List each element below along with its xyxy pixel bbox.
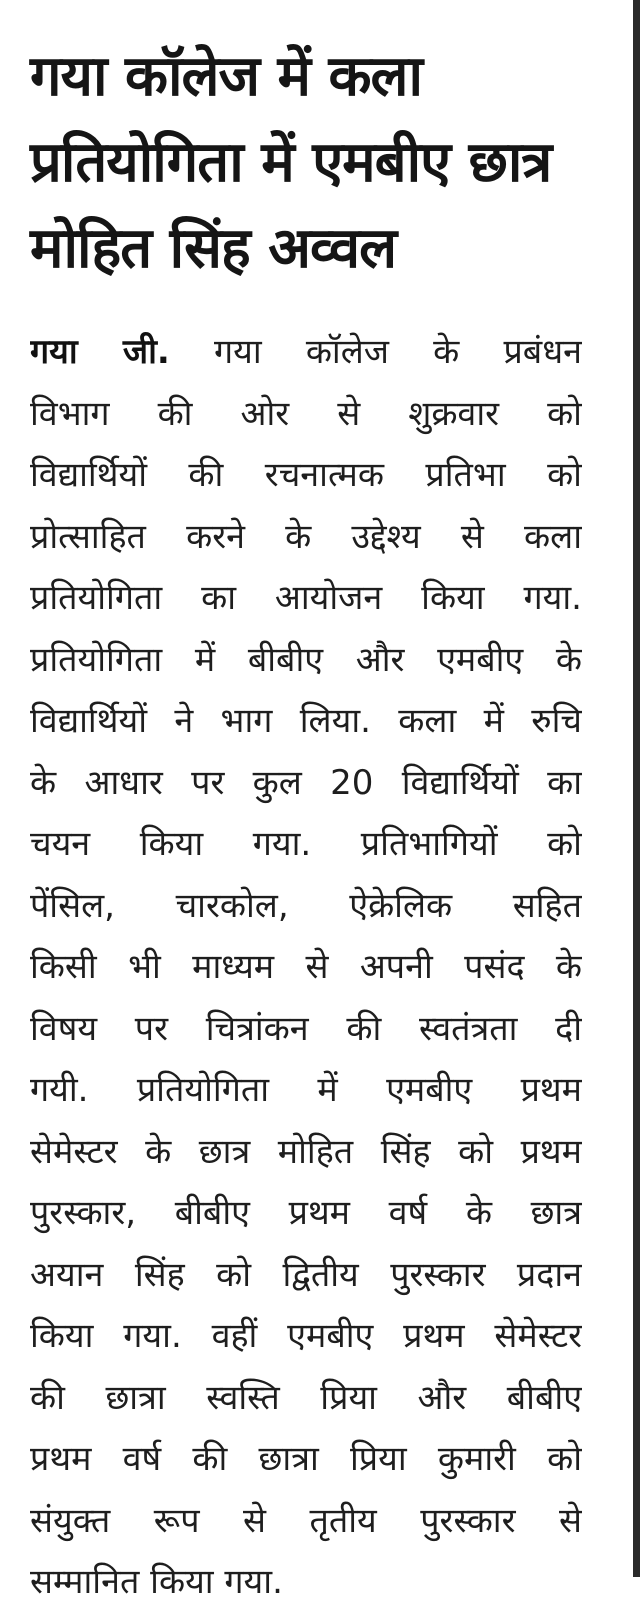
body-line-20: संयुक्त रूप से तृतीय पुरस्कार से [30, 1500, 582, 1541]
body-line-17: किया गया. वहीं एमबीए प्रथम सेमेस्टर [30, 1316, 582, 1356]
body-line-14: सेमेस्टर के छात्र मोहित सिंह को प्रथम [30, 1131, 582, 1172]
body-line-6: प्रतियोगिता में बीबीए और एमबीए के [30, 639, 582, 680]
body-line-11: किसी भी माध्यम से अपनी पसंद के [30, 947, 582, 987]
dateline: गया जी. [30, 332, 170, 372]
column-rule [633, 0, 640, 1577]
body-line-4: प्रोत्साहित करने के उद्देश्य से कला [30, 516, 582, 557]
body-line-10: पेंसिल, चारकोल, ऐक्रेलिक सहित [30, 885, 582, 926]
article-body [30, 322, 582, 1614]
body-line-19: प्रथम वर्ष की छात्रा प्रिया कुमारी को [30, 1439, 582, 1479]
body-line-8: के आधार पर कुल 20 विद्यार्थियों का [30, 762, 582, 803]
body-line-3: विद्यार्थियों की रचनात्मक प्रतिभा को [30, 455, 582, 495]
article-headline [30, 34, 615, 292]
body-line-21: सम्मानित किया गया. [30, 1562, 283, 1602]
body-line-16: अयान सिंह को द्वितीय पुरस्कार प्रदान [30, 1254, 582, 1295]
body-line-2: विभाग की ओर से शुक्रवार को [30, 393, 582, 434]
body-line-7: विद्यार्थियों ने भाग लिया. कला में रुचि [30, 701, 582, 741]
headline-line-1: गया कॉलेज में कला [30, 44, 423, 109]
body-line-15: पुरस्कार, बीबीए प्रथम वर्ष के छात्र [30, 1193, 582, 1233]
body-line-12: विषय पर चित्रांकन की स्वतंत्रता दी [30, 1008, 582, 1049]
body-line-5: प्रतियोगिता का आयोजन किया गया. [30, 578, 582, 618]
body-line-1 [30, 322, 582, 384]
headline-line-2: प्रतियोगिता में एमबीए छात्र [30, 130, 552, 195]
body-line-18: की छात्रा स्वस्ति प्रिया और बीबीए [30, 1377, 582, 1418]
headline-line-3: मोहित सिंह अव्वल [30, 216, 397, 281]
body-line-9: चयन किया गया. प्रतिभागियों को [30, 824, 582, 864]
first-line-text: गया कॉलेज के प्रबंधन [213, 332, 582, 372]
body-line-13: गयी. प्रतियोगिता में एमबीए प्रथम [30, 1070, 582, 1110]
